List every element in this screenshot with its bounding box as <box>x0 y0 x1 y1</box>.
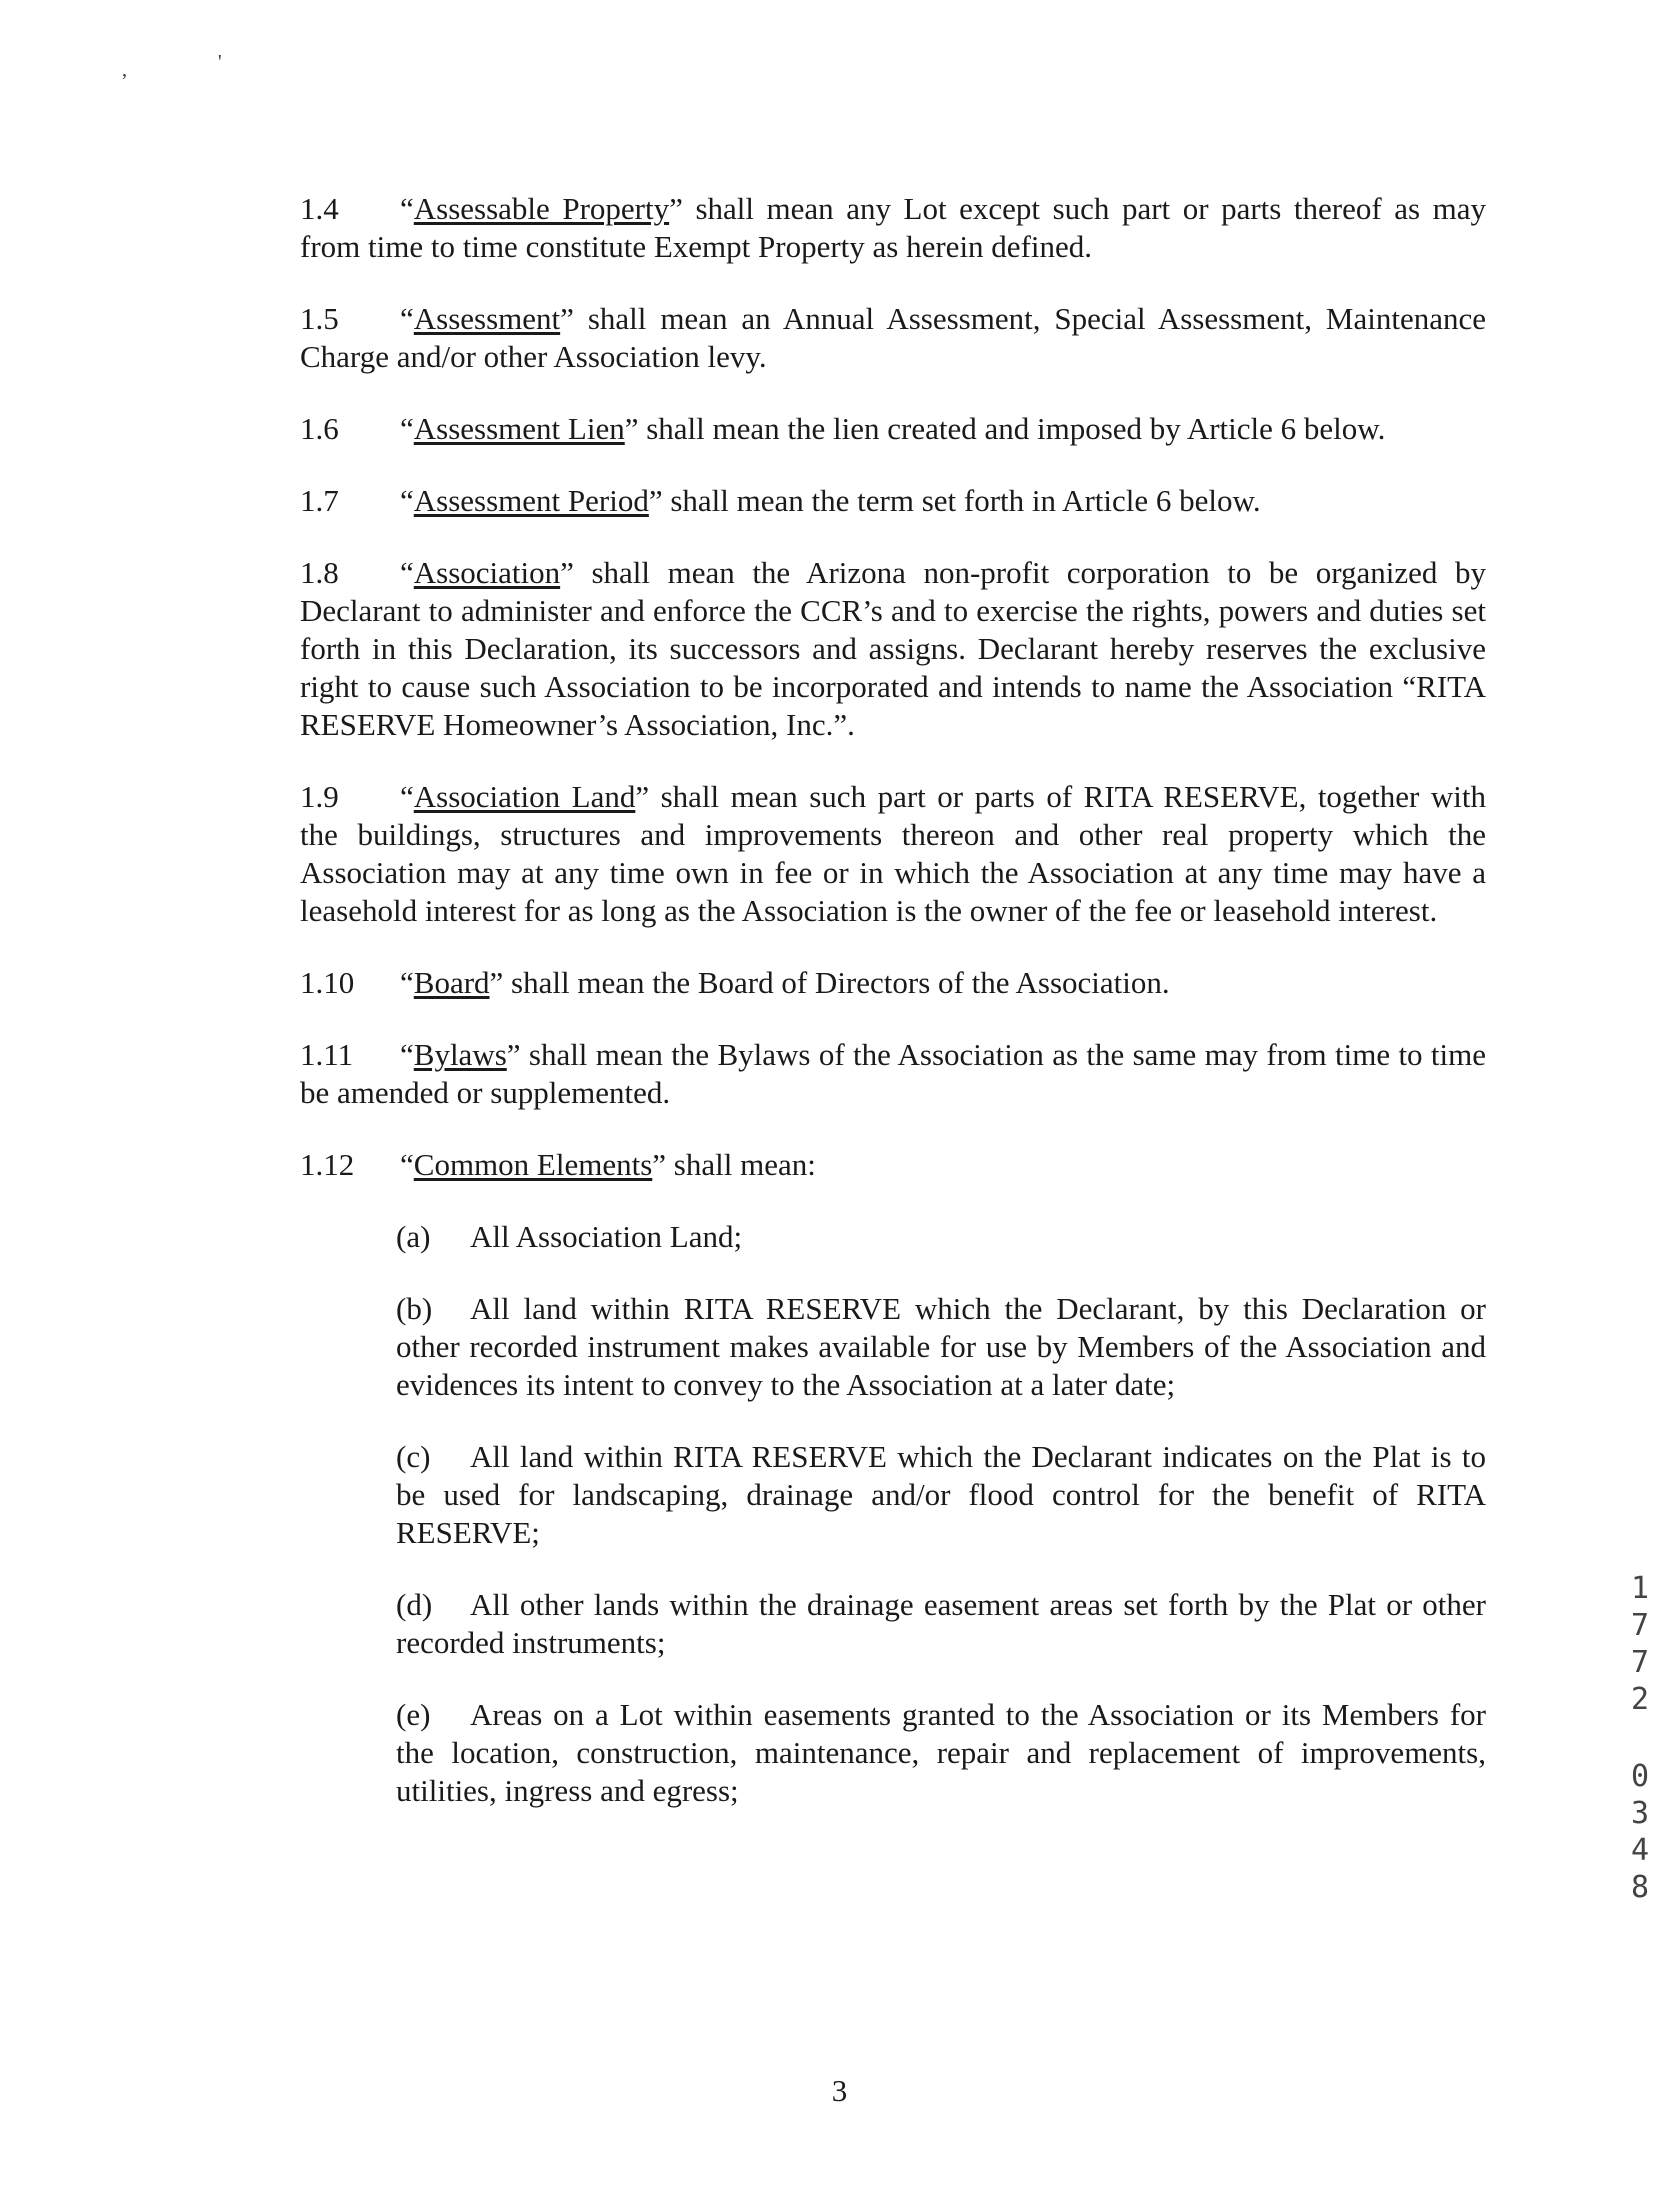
recording-digit: 3 <box>1630 1796 1650 1831</box>
recording-digit: 0 <box>1630 1759 1650 1794</box>
definition-text: ” shall mean an Annual Assessment, Special Assessment, Maintenance Charge and/or other Association levy. <box>300 301 1486 374</box>
sub-item-text: All land within RITA RESERVE which the Declarant, by this Declaration or other recorded instrument makes available for use by Members of the Association and evidences its intent to convey to the Association at a later date; <box>396 1291 1486 1402</box>
definition-text: ” shall mean any Lot except such part or parts thereof as may from time to time constitute Exempt Property as herein defined. <box>300 191 1487 264</box>
defined-term: Assessment Period <box>413 483 649 518</box>
definition-item: 1.8 “Association” shall mean the Arizona non-profit corporation to be organized by Declarant to administer and enforce the CCR’s and to exercise the rights, powers and duties set forth in this Declaration, its successors and assigns. Declarant hereby reserves the exclusive right to cause such Association to be incorporated and intends to name the Association “RITA RESERVE Homeowner’s Association, Inc.”. <box>300 555 1486 742</box>
recording-digit: 8 <box>1630 1870 1650 1905</box>
sub-item-label: (c) <box>396 1439 431 1474</box>
sub-item-label: (a) <box>396 1219 431 1254</box>
definition-number: 1.6 <box>300 411 339 446</box>
definition-text: ” shall mean the Arizona non-profit corporation to be organized by Declarant to administer and enforce the CCR’s and to exercise the rights, powers and duties set forth in this Declaration, its successors and assigns. Declarant hereby reserves the exclusive right to cause such Association to be incorporated and intends to name the Association “RITA RESERVE Homeowner’s Association, Inc.”. <box>300 555 1486 742</box>
sub-item <box>396 1290 1486 1404</box>
defined-term: Assessment <box>413 301 561 336</box>
definition-item: 1.4 “Assessable Property” shall mean any Lot except such part or parts thereof as may from time to time constitute Exempt Property as herein defined. <box>300 191 1487 264</box>
definition-number: 1.10 <box>300 965 355 1000</box>
defined-term: Assessable Property <box>413 191 670 226</box>
definition-item: 1.10 “Board” shall mean the Board of Directors of the Association. <box>300 965 1170 1000</box>
definition-item: 1.12 “Common Elements” shall mean: <box>300 1147 816 1182</box>
sub-item-label: (d) <box>396 1587 433 1622</box>
definition-number: 1.7 <box>300 483 339 518</box>
defined-term: Association Land <box>413 779 636 814</box>
definition-number: 1.8 <box>300 555 339 590</box>
scan-mark: ' <box>218 51 222 73</box>
recording-digit: 2 <box>1630 1682 1650 1717</box>
definition-text: ” shall mean such part or parts of RITA RESERVE, together with the buildings, structures and improvements thereon and other real property which the Association may at any time own in fee or in which the Association at any time may have a leasehold interest for as long as the Association is the owner of the fee or leasehold interest. <box>300 779 1486 928</box>
definition-number: 1.12 <box>300 1147 355 1182</box>
definition-text: ” shall mean: <box>652 1147 816 1182</box>
definition-item: 1.6 “Assessment Lien” shall mean the lien created and imposed by Article 6 below. <box>300 411 1386 446</box>
defined-term: Common Elements <box>413 1147 653 1182</box>
recording-digit: 4 <box>1630 1833 1650 1868</box>
defined-term: Board <box>413 965 490 1000</box>
recording-digit: 1 <box>1630 1571 1650 1606</box>
definition-text: ” shall mean the Bylaws of the Association as the same may from time to time be amended or supplemented. <box>300 1037 1486 1110</box>
recording-number <box>1625 1570 1655 1906</box>
recording-digit: 7 <box>1630 1608 1650 1643</box>
definition-item: 1.5 “Assessment” shall mean an Annual Assessment, Special Assessment, Maintenance Charge and/or other Association levy. <box>300 301 1486 374</box>
scan-mark: , <box>122 59 127 81</box>
defined-term: Association <box>413 555 561 590</box>
definition-number: 1.9 <box>300 779 339 814</box>
definition-number: 1.11 <box>300 1037 354 1072</box>
page-number: 3 <box>831 2073 848 2108</box>
recording-gap <box>1625 1718 1655 1758</box>
sub-item-label: (e) <box>396 1697 431 1732</box>
definition-item: 1.9 “Association Land” shall mean such part or parts of RITA RESERVE, together with the buildings, structures and improvements thereon and other real property which the Association may at any time own in fee or in which the Association at any time may have a leasehold interest for as long as the Association is the owner of the fee or leasehold interest. <box>300 779 1486 928</box>
definition-item: 1.7 “Assessment Period” shall mean the term set forth in Article 6 below. <box>300 483 1261 518</box>
definition-text: ” shall mean the term set forth in Article 6 below. <box>648 483 1261 518</box>
definitions-section <box>300 190 1486 1844</box>
definition-text: ” shall mean the lien created and imposed by Article 6 below. <box>624 411 1386 446</box>
definition-number: 1.5 <box>300 301 339 336</box>
definition-item: 1.11 “Bylaws” shall mean the Bylaws of the Association as the same may from time to time be amended or supplemented. <box>300 1037 1486 1110</box>
sub-item-text: All other lands within the drainage easement areas set forth by the Plat or other recorded instruments; <box>396 1587 1486 1660</box>
definition-text: ” shall mean the Board of Directors of the Association. <box>489 965 1170 1000</box>
sub-item-text: Areas on a Lot within easements granted to the Association or its Members for the location, construction, maintenance, repair and replacement of improvements, utilities, ingress and egress; <box>396 1697 1486 1808</box>
defined-term: Bylaws <box>413 1037 507 1072</box>
recording-digit: 7 <box>1630 1645 1650 1680</box>
sub-item <box>396 1218 1486 1256</box>
sub-item <box>396 1438 1486 1552</box>
sub-item-text: All land within RITA RESERVE which the Declarant indicates on the Plat is to be used for landscaping, drainage and/or flood control for the benefit of RITA RESERVE; <box>396 1439 1486 1550</box>
sub-item <box>396 1696 1486 1810</box>
definition-number: 1.4 <box>300 191 339 226</box>
sub-item-label: (b) <box>396 1291 433 1326</box>
sub-item <box>396 1586 1486 1662</box>
defined-term: Assessment Lien <box>413 411 625 446</box>
sub-item-text: All Association Land; <box>470 1219 743 1254</box>
